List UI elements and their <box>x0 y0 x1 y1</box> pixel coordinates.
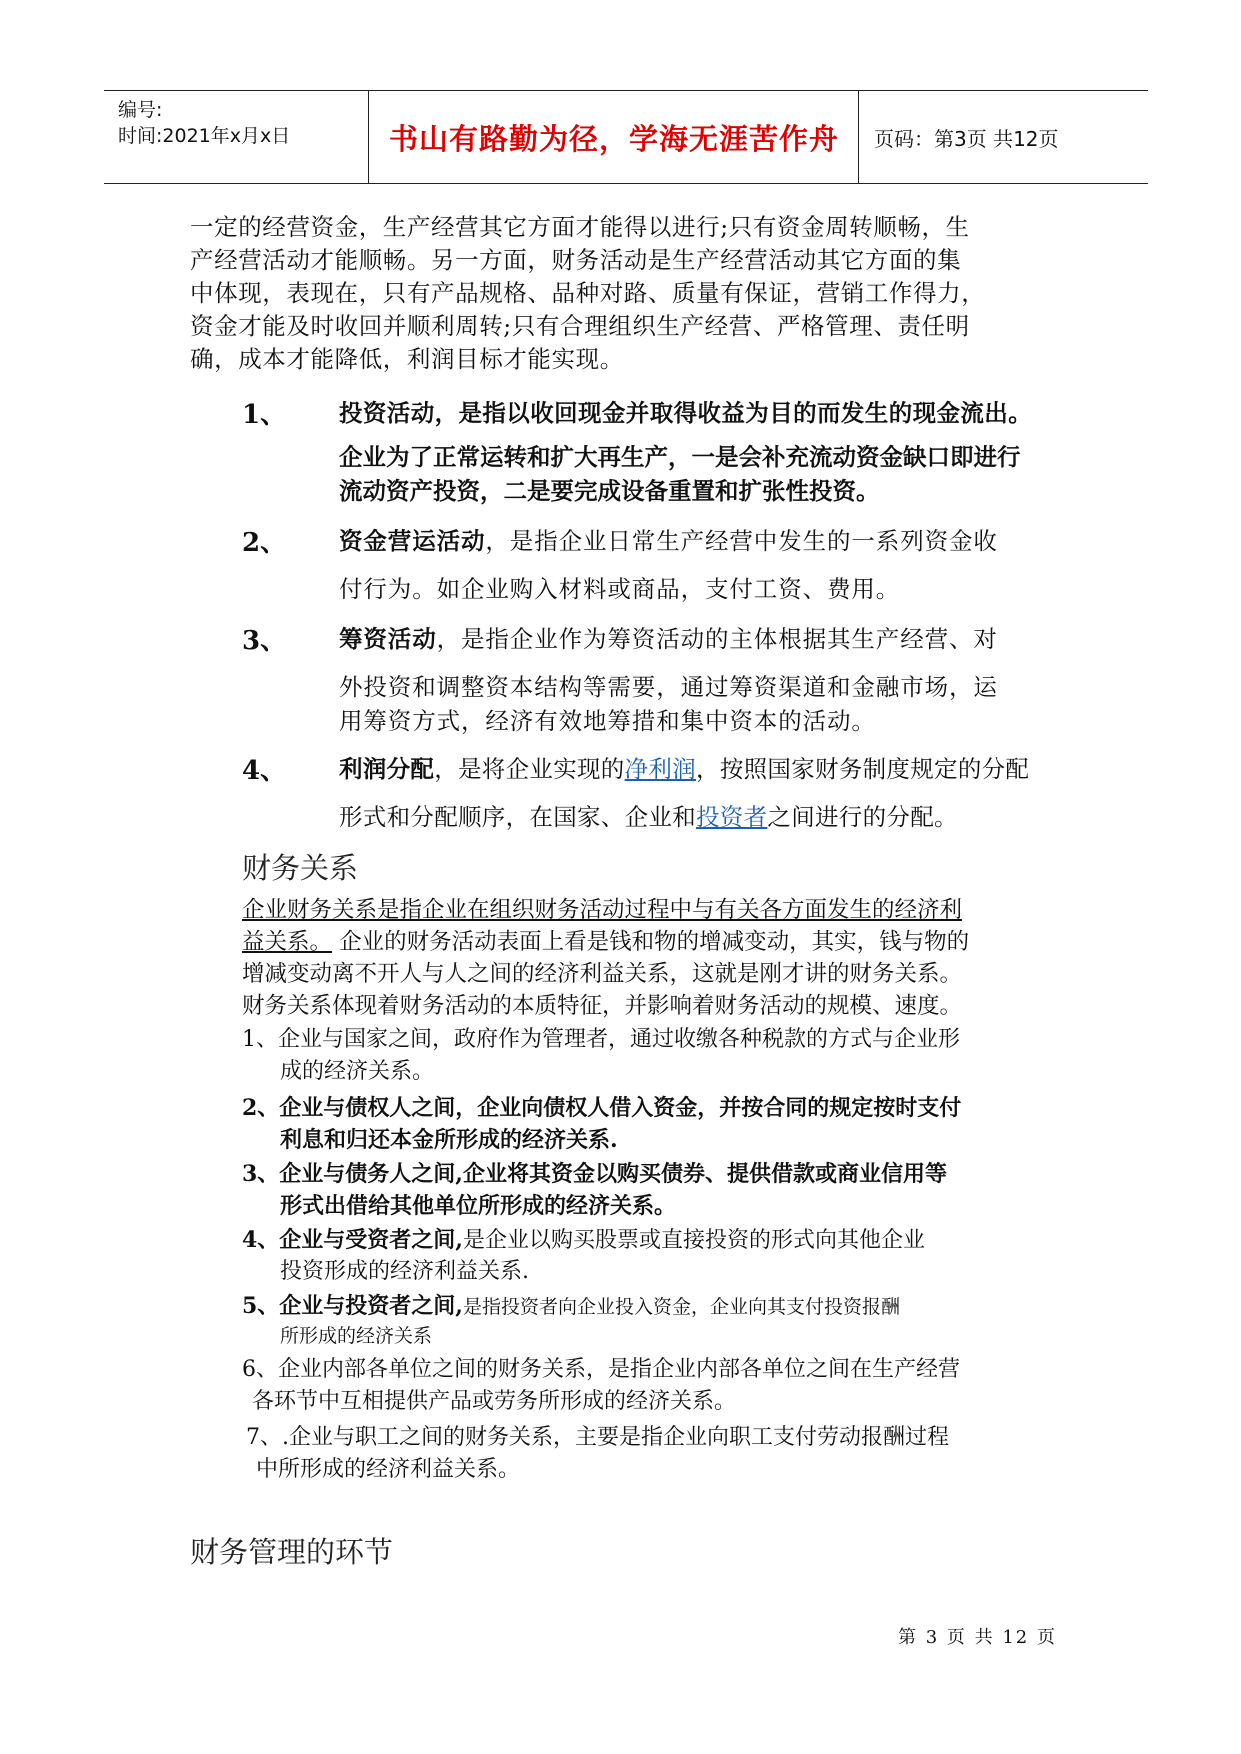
header-divider <box>368 91 369 183</box>
activity-text: 用筹资方式，经济有效地筹措和集中资本的活动。 <box>339 707 876 735</box>
relation-line: 形式出借给其他单位所形成的经济关系。 <box>280 1193 677 1219</box>
page-header <box>104 90 1148 184</box>
activity-text: ，是指企业作为筹资活动的主体根据其生产经营、对 <box>436 625 998 653</box>
definition-line: 财务关系体现着财务活动的本质特征，并影响着财务活动的规模、速度。 <box>242 993 963 1019</box>
document-number-label: 编号: <box>118 99 163 121</box>
definition-line <box>242 894 962 926</box>
activity-text: 外投资和调整资本结构等需要，通过筹资渠道和金融市场，运 <box>339 673 998 701</box>
item-number: 4、 <box>242 756 287 786</box>
relation-line: 1、企业与国家之间，政府作为管理者，通过收缴各种税款的方式与企业形 <box>242 1027 960 1052</box>
activity-text: ，是将企业实现的 <box>434 755 625 783</box>
intro-line: 中体现，表现在，只有产品规格、品种对路、质量有保证，营销工作得力， <box>190 279 986 307</box>
activity-text: 流动资产投资，二是要完成设备重置和扩张性投资。 <box>339 477 880 505</box>
relation-line: 所形成的经济关系 <box>280 1325 433 1347</box>
relation-line: 投资形成的经济利益关系. <box>280 1259 529 1284</box>
net-profit-link[interactable]: 净利润 <box>624 755 697 783</box>
intro-line: 产经营活动才能顺畅。另一方面，财务活动是生产经营活动其它方面的集 <box>190 246 962 274</box>
relation-text: 是企业以购买股票或直接投资的形式向其他企业 <box>462 1228 925 1253</box>
intro-paragraph <box>190 211 985 376</box>
relation-line: 中所形成的经济利益关系。 <box>256 1457 521 1482</box>
definition-text: 企业的财务活动表面上看是钱和物的增减变动，其实，钱与物的 <box>332 929 970 955</box>
section-title-management-steps: 财务管理的环节 <box>190 1535 394 1569</box>
activity-term: 资金营运活动 <box>339 527 486 555</box>
item-number: 3、 <box>242 626 287 656</box>
item-number: 2、 <box>242 528 287 558</box>
document-time-label: 时间:2021年x月x日 <box>118 125 291 147</box>
activity-term: 投资活动 <box>339 399 435 427</box>
header-meta <box>104 91 367 183</box>
relation-term: 5、企业与投资者之间, <box>242 1293 463 1319</box>
activity-line <box>339 620 998 654</box>
relation-line: 2、企业与债权人之间，企业向债权人借入资金，并按合同的规定按时支付 <box>242 1095 962 1121</box>
item-number: 1、 <box>242 400 287 430</box>
activity-text: 之间进行的分配。 <box>767 803 958 831</box>
relation-text: 是指投资者向企业投入资金，企业向其支付投资报酬 <box>462 1296 900 1318</box>
intro-line: 资金才能及时收回并顺利周转;只有合理组织生产经营、严格管理、责任明 <box>190 312 970 340</box>
definition-line <box>242 926 969 958</box>
activity-term: 筹资活动 <box>339 625 437 653</box>
relation-line: 成的经济关系。 <box>280 1059 435 1084</box>
header-motto: 书山有路勤为径，学海无涯苦作舟 <box>388 121 839 156</box>
intro-line: 确，成本才能降低，利润目标才能实现。 <box>190 345 624 373</box>
relation-line: 各环节中互相提供产品或劳务所形成的经济关系。 <box>252 1389 737 1414</box>
activity-text: 付行为。如企业购入材料或商品，支付工资、费用。 <box>339 575 901 603</box>
relation-line: 3、企业与债务人之间,企业将其资金以购买债券、提供借款或商业信用等 <box>242 1161 947 1187</box>
relation-line: 6、企业内部各单位之间的财务关系，是指企业内部各单位之间在生产经营 <box>242 1357 960 1382</box>
relation-line: 利息和归还本金所形成的经济关系. <box>280 1127 618 1153</box>
activity-line <box>339 798 958 832</box>
header-divider <box>858 91 859 183</box>
activity-text: 形式和分配顺序，在国家、企业和 <box>339 803 696 831</box>
activity-line <box>339 522 998 556</box>
activity-line <box>339 394 1032 428</box>
page-footer: 第 3 页 共 12 页 <box>898 1627 1057 1648</box>
relation-line <box>242 1224 925 1257</box>
activity-text: ，是指企业日常生产经营中发生的一系列资金收 <box>485 527 998 555</box>
activity-term: 利润分配 <box>339 755 435 783</box>
section-title-financial-relations: 财务关系 <box>242 851 359 885</box>
definition-underlined: 企业财务关系是指企业在组织财务活动过程中与有关各方面发生的经济利 <box>242 897 963 923</box>
activity-text: ，是指以收回现金并取得收益为目的而发生的现金流出。 <box>434 399 1033 427</box>
intro-line: 一定的经营资金，生产经营其它方面才能得以进行;只有资金周转顺畅，生 <box>190 213 970 241</box>
investor-link[interactable]: 投资者 <box>696 803 768 831</box>
activity-text: 企业为了正常运转和扩大再生产，一是会补充流动资金缺口即进行 <box>339 443 1021 471</box>
definition-line: 增减变动离不开人与人之间的经济利益关系，这就是刚才讲的财务关系。 <box>242 961 963 987</box>
relation-line <box>242 1290 900 1323</box>
relation-line: 7、.企业与职工之间的财务关系，主要是指企业向职工支付劳动报酬过程 <box>246 1425 949 1450</box>
activity-text: ，按照国家财务制度规定的分配 <box>696 755 1030 783</box>
definition-underlined: 益关系。 <box>242 929 333 955</box>
relation-term: 4、企业与受资者之间, <box>242 1227 463 1253</box>
header-page-code: 页码：第3页 共12页 <box>874 126 1059 151</box>
activity-line <box>339 750 1029 784</box>
